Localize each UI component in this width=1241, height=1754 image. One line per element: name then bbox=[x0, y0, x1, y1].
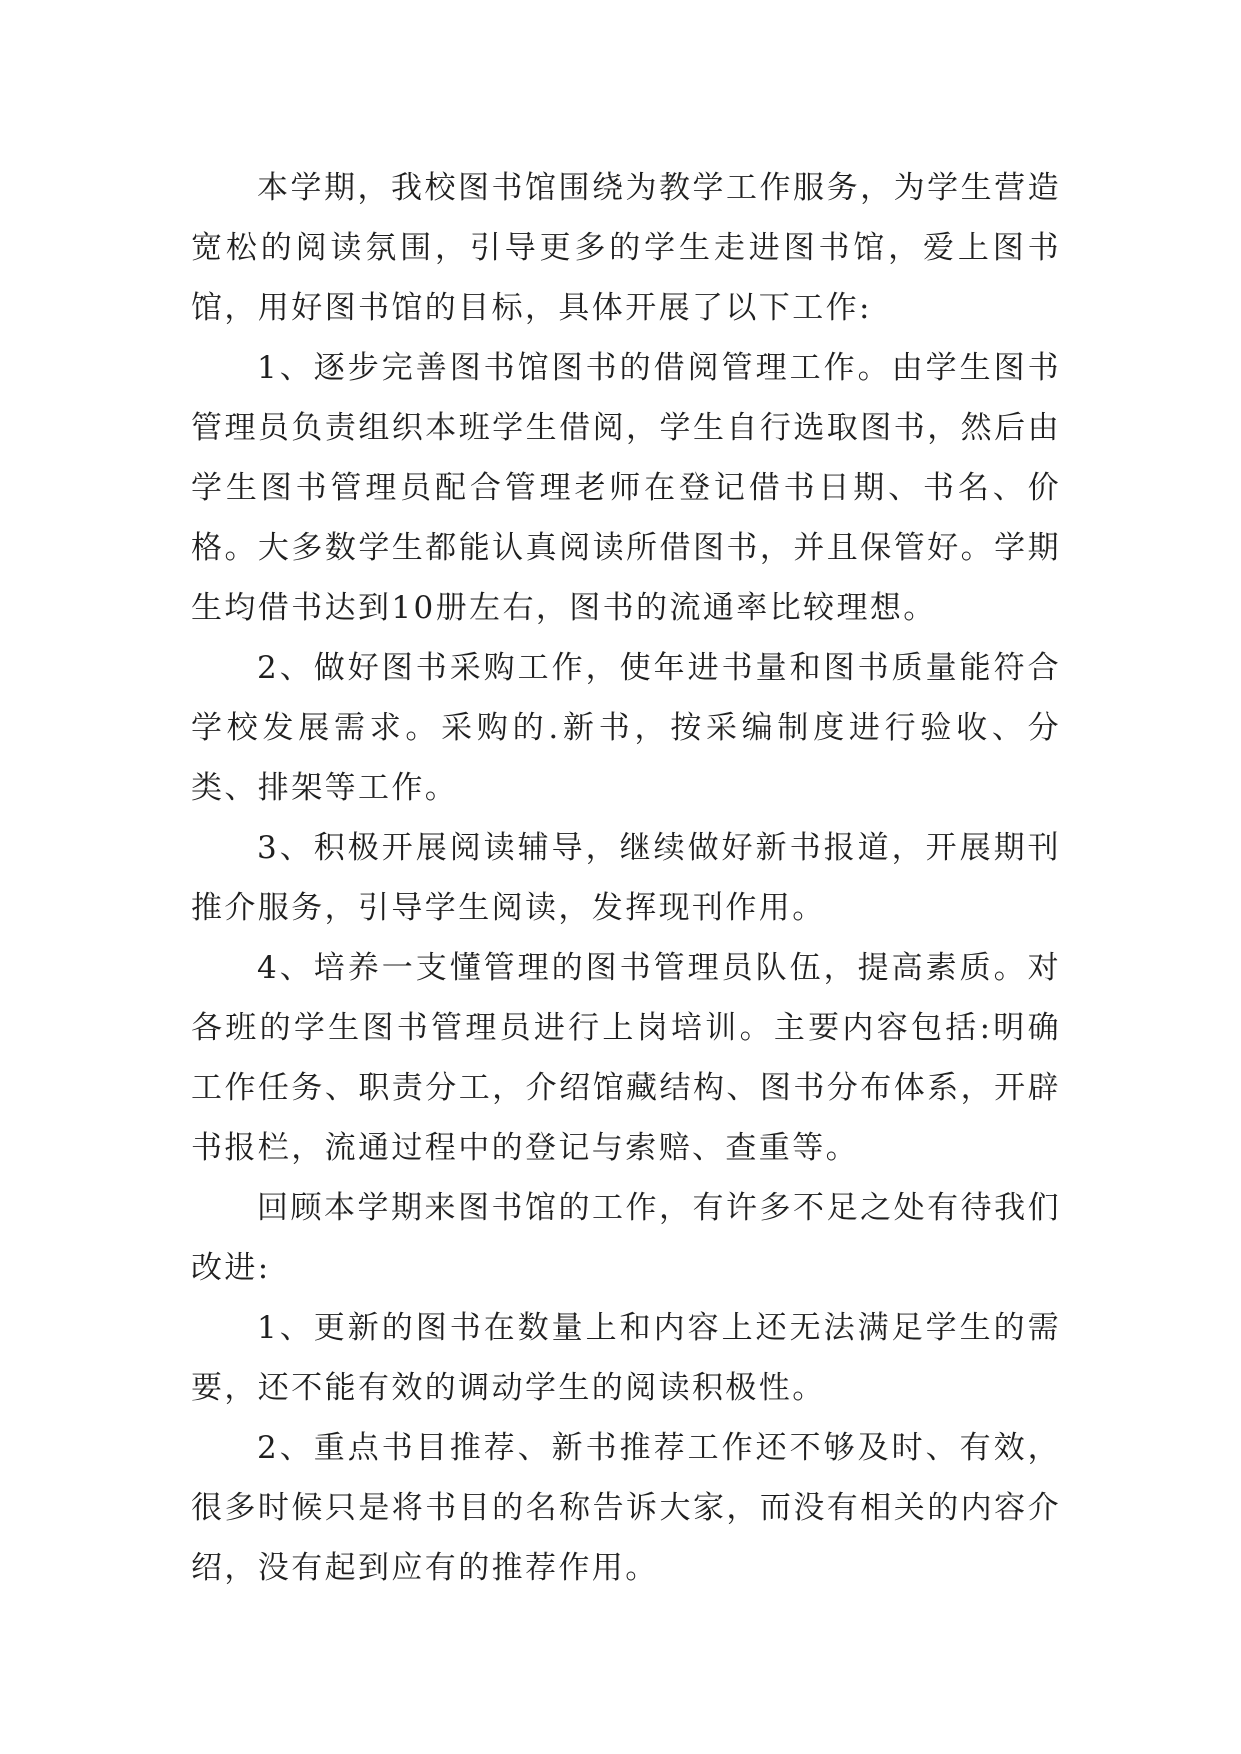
paragraph-item-2-purchasing: 2、做好图书采购工作，使年进书量和图书质量能符合学校发展需求。采购的.新书，按采编制度进行验收、分类、排架等工作。 bbox=[191, 650, 1061, 806]
paragraph-item-4-librarian-training: 4、培养一支懂管理的图书管理员队伍，提高素质。对各班的学生图书管理员进行上岗培训。主要内容包括:明确工作任务、职责分工，介绍馆藏结构、图书分布体系，开辟书报栏，流通过程中的登记与索赔、查重等。 bbox=[191, 950, 1061, 1166]
paragraph-intro: 本学期，我校图书馆围绕为教学工作服务，为学生营造宽松的阅读氛围，引导更多的学生走进图书馆，爱上图书馆，用好图书馆的目标，具体开展了以下工作: bbox=[191, 170, 1061, 326]
paragraph-shortcoming-2: 2、重点书目推荐、新书推荐工作还不够及时、有效，很多时候只是将书目的名称告诉大家，而没有相关的内容介绍，没有起到应有的推荐作用。 bbox=[191, 1430, 1061, 1586]
paragraph-shortcoming-1: 1、更新的图书在数量上和内容上还无法满足学生的需要，还不能有效的调动学生的阅读积极性。 bbox=[191, 1310, 1061, 1406]
paragraph-item-1-borrowing: 1、逐步完善图书馆图书的借阅管理工作。由学生图书管理员负责组织本班学生借阅，学生自行选取图书，然后由学生图书管理员配合管理老师在登记借书日期、书名、价格。大多数学生都能认真阅读所借图书，并且保管好。学期生均借书达到10册左右，图书的流通率比较理想。 bbox=[191, 350, 1061, 626]
paragraph-review: 回顾本学期来图书馆的工作，有许多不足之处有待我们改进: bbox=[191, 1190, 1061, 1286]
paragraph-item-3-reading-guidance: 3、积极开展阅读辅导，继续做好新书报道，开展期刊推介服务，引导学生阅读，发挥现刊作用。 bbox=[191, 830, 1061, 926]
document-body bbox=[191, 158, 1061, 1598]
